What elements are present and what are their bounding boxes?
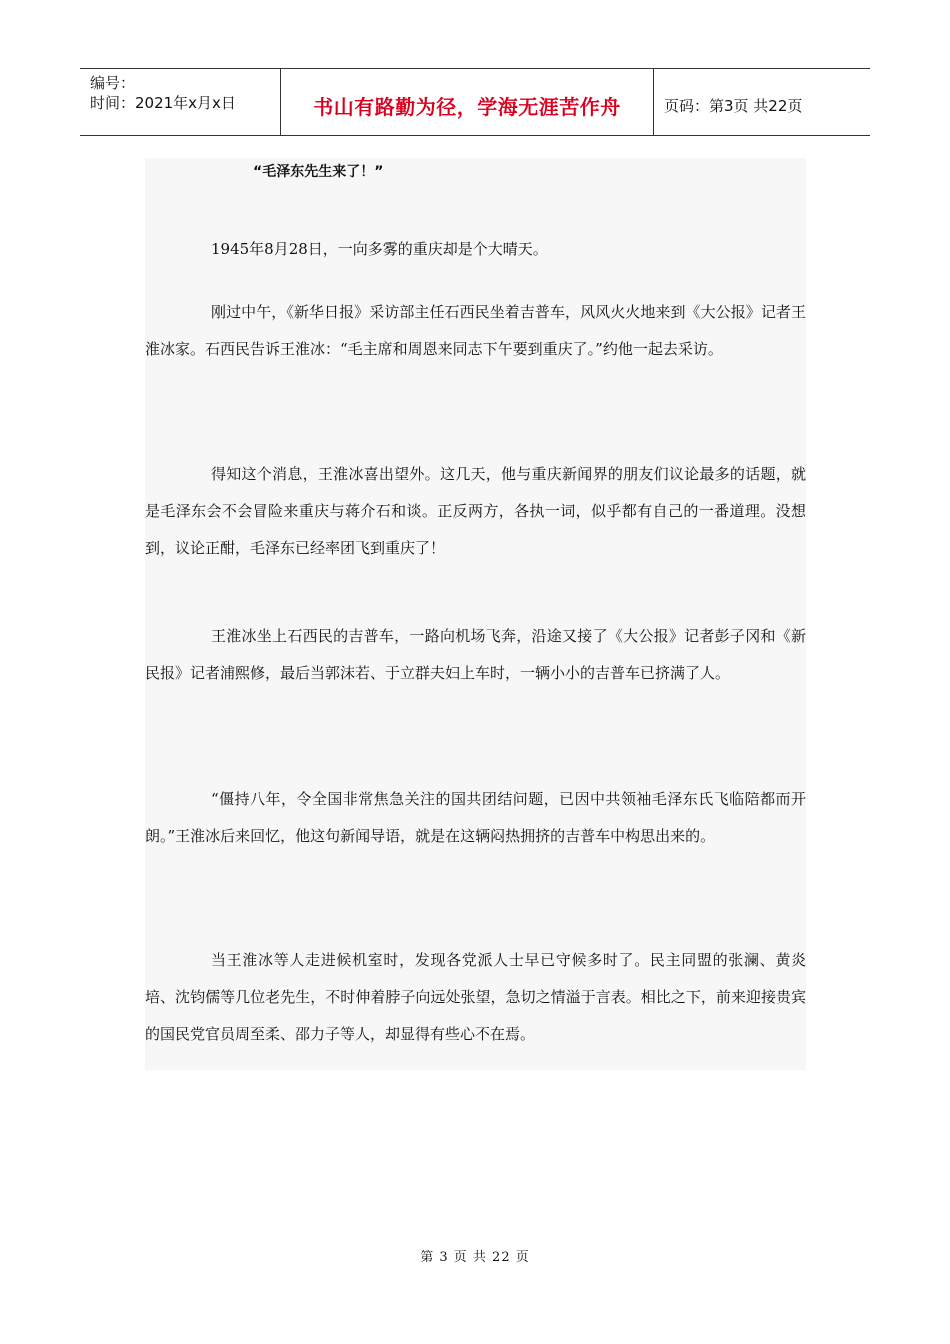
date-label: 时间：2021年x月x日 xyxy=(90,94,236,112)
document-header xyxy=(80,68,870,136)
motto-text: 书山有路勤为径，学海无涯苦作舟 xyxy=(313,94,621,119)
page-number-info: 页码：第3页 共22页 xyxy=(664,96,803,115)
article-body xyxy=(145,158,806,1070)
serial-number-label: 编号： xyxy=(90,74,136,92)
paragraph: 当王淮冰等人走进候机室时，发现各党派人士早已守候多时了。民主同盟的张澜、黄炎培、沈钧儒等几位老先生，不时伸着脖子向远处张望，急切之情溢于言表。相比之下，前来迎接贵宾的国民党官员周至柔、邵力子等人，却显得有些心不在焉。 xyxy=(145,951,806,1043)
header-page-cell xyxy=(654,69,870,135)
paragraph: 王淮冰坐上石西民的吉普车，一路向机场飞奔，沿途又接了《大公报》记者彭子冈和《新民报》记者浦熙修，最后当郭沫若、于立群夫妇上车时，一辆小小的吉普车已挤满了人。 xyxy=(145,627,806,682)
paragraph: 得知这个消息，王淮冰喜出望外。这几天，他与重庆新闻界的朋友们议论最多的话题，就是毛泽东会不会冒险来重庆与蒋介石和谈。正反两方，各执一词，似乎都有自己的一番道理。没想到，议论正酣，毛泽东已经率团飞到重庆了！ xyxy=(145,465,806,557)
paragraph: “僵持八年，令全国非常焦急关注的国共团结问题，已因中共领袖毛泽东氏飞临陪都而开朗。”王淮冰后来回忆，他这句新闻导语，就是在这辆闷热拥挤的吉普车中构思出来的。 xyxy=(145,790,806,845)
paragraph: 刚过中午，《新华日报》采访部主任石西民坐着吉普车，风风火火地来到《大公报》记者王淮冰家。石西民告诉王淮冰：“毛主席和周恩来同志下午要到重庆了。”约他一起去采访。 xyxy=(145,303,806,358)
page-footer: 第 3 页 共 22 页 xyxy=(420,1250,530,1265)
article-title: “毛泽东先生来了！” xyxy=(253,164,384,180)
header-meta-cell xyxy=(80,69,281,135)
paragraph: 1945年8月28日，一向多雾的重庆却是个大晴天。 xyxy=(211,240,548,258)
header-motto-cell xyxy=(281,69,654,135)
